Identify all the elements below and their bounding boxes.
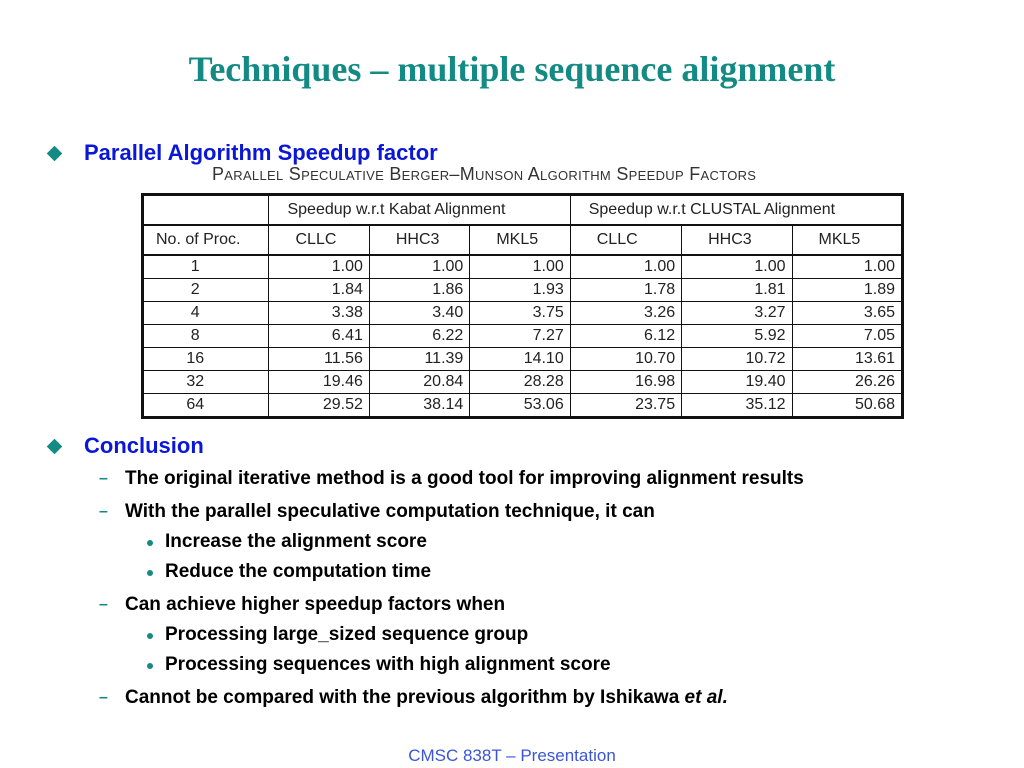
speedup-cell: 20.84 bbox=[369, 371, 469, 394]
table-row bbox=[143, 302, 903, 325]
speedup-cell: 50.68 bbox=[792, 394, 902, 418]
speedup-cell: 6.41 bbox=[269, 325, 369, 348]
proc-count-cell: 16 bbox=[143, 348, 269, 371]
speedup-table bbox=[141, 193, 904, 419]
conclusion-subpoint-text: Processing sequences with high alignment score bbox=[165, 654, 611, 675]
speedup-cell: 1.84 bbox=[269, 279, 369, 302]
table-row bbox=[143, 348, 903, 371]
speedup-cell: 3.38 bbox=[269, 302, 369, 325]
speedup-cell: 23.75 bbox=[570, 394, 681, 418]
conclusion-point bbox=[99, 468, 804, 490]
conclusion-subpoint-text: Increase the alignment score bbox=[165, 531, 427, 552]
proc-count-cell: 2 bbox=[143, 279, 269, 302]
speedup-cell: 1.00 bbox=[682, 255, 792, 279]
group-header-clustal: Speedup w.r.t CLUSTAL Alignment bbox=[570, 195, 902, 226]
column-header: MKL5 bbox=[470, 225, 570, 255]
speedup-cell: 3.65 bbox=[792, 302, 902, 325]
speedup-cell: 16.98 bbox=[570, 371, 681, 394]
speedup-cell: 3.75 bbox=[470, 302, 570, 325]
speedup-cell: 1.89 bbox=[792, 279, 902, 302]
column-header: CLLC bbox=[570, 225, 681, 255]
table-row bbox=[143, 325, 903, 348]
speedup-cell: 1.00 bbox=[792, 255, 902, 279]
dot-bullet-icon bbox=[147, 540, 153, 546]
speedup-cell: 1.81 bbox=[682, 279, 792, 302]
column-header-proc: No. of Proc. bbox=[143, 225, 269, 255]
conclusion-point bbox=[99, 501, 655, 523]
speedup-cell: 1.93 bbox=[470, 279, 570, 302]
speedup-cell: 38.14 bbox=[369, 394, 469, 418]
conclusion-point bbox=[99, 594, 505, 616]
conclusion-subpoint bbox=[147, 654, 611, 676]
dot-bullet-icon bbox=[147, 633, 153, 639]
slide-footer: CMSC 838T – Presentation bbox=[408, 746, 616, 765]
speedup-cell: 26.26 bbox=[792, 371, 902, 394]
speedup-cell: 1.00 bbox=[369, 255, 469, 279]
proc-count-cell: 64 bbox=[143, 394, 269, 418]
speedup-cell: 3.40 bbox=[369, 302, 469, 325]
conclusion-point4-main: Cannot be compared with the previous algorithm by Ishikawa bbox=[125, 687, 685, 708]
speedup-cell: 1.00 bbox=[269, 255, 369, 279]
column-header: HHC3 bbox=[369, 225, 469, 255]
group-header-kabat: Speedup w.r.t Kabat Alignment bbox=[269, 195, 570, 226]
dash-bullet-icon: – bbox=[99, 503, 108, 520]
speedup-cell: 19.46 bbox=[269, 371, 369, 394]
table-row bbox=[143, 394, 903, 418]
speedup-cell: 6.22 bbox=[369, 325, 469, 348]
speedup-cell: 19.40 bbox=[682, 371, 792, 394]
speedup-cell: 29.52 bbox=[269, 394, 369, 418]
table-caption: Parallel Speculative Berger–Munson Algorithm Speedup Factors bbox=[212, 164, 757, 184]
speedup-cell: 53.06 bbox=[470, 394, 570, 418]
speedup-cell: 1.78 bbox=[570, 279, 681, 302]
conclusion-point-text: With the parallel speculative computation technique, it can bbox=[125, 501, 655, 522]
speedup-cell: 35.12 bbox=[682, 394, 792, 418]
table-column-header-row bbox=[143, 225, 903, 255]
diamond-bullet-icon bbox=[47, 145, 63, 161]
table-corner-cell bbox=[143, 195, 269, 226]
proc-count-cell: 1 bbox=[143, 255, 269, 279]
conclusion-point-text bbox=[125, 687, 728, 709]
bullet-parallel bbox=[49, 140, 438, 166]
speedup-cell: 1.00 bbox=[570, 255, 681, 279]
diamond-bullet-icon bbox=[47, 438, 63, 454]
speedup-cell: 14.10 bbox=[470, 348, 570, 371]
column-header: HHC3 bbox=[682, 225, 792, 255]
speedup-cell: 7.05 bbox=[792, 325, 902, 348]
bullet-conclusion bbox=[49, 433, 204, 459]
conclusion-point-text: Can achieve higher speedup factors when bbox=[125, 594, 506, 615]
table-body bbox=[143, 255, 903, 418]
speedup-cell: 28.28 bbox=[470, 371, 570, 394]
conclusion-subpoint-text: Reduce the computation time bbox=[165, 561, 432, 582]
dash-bullet-icon: – bbox=[99, 689, 108, 706]
speedup-cell: 5.92 bbox=[682, 325, 792, 348]
dash-bullet-icon: – bbox=[99, 596, 108, 613]
table-row bbox=[143, 371, 903, 394]
speedup-cell: 6.12 bbox=[570, 325, 681, 348]
speedup-cell: 11.39 bbox=[369, 348, 469, 371]
speedup-cell: 1.00 bbox=[470, 255, 570, 279]
conclusion-point4-italic: et al. bbox=[684, 687, 728, 708]
speedup-cell: 1.86 bbox=[369, 279, 469, 302]
proc-count-cell: 8 bbox=[143, 325, 269, 348]
table-row bbox=[143, 255, 903, 279]
bullet-conclusion-text: Conclusion bbox=[84, 433, 204, 458]
dot-bullet-icon bbox=[147, 570, 153, 576]
dot-bullet-icon bbox=[147, 663, 153, 669]
table-group-header-row bbox=[143, 195, 903, 226]
conclusion-subpoint bbox=[147, 624, 528, 646]
conclusion-subpoint-text: Processing large_sized sequence group bbox=[165, 624, 529, 645]
speedup-cell: 13.61 bbox=[792, 348, 902, 371]
column-header: CLLC bbox=[269, 225, 369, 255]
conclusion-point-text: The original iterative method is a good tool for improving alignment results bbox=[125, 468, 804, 489]
conclusion-subpoint bbox=[147, 531, 427, 553]
table-row bbox=[143, 279, 903, 302]
proc-count-cell: 32 bbox=[143, 371, 269, 394]
conclusion-subpoint bbox=[147, 561, 431, 583]
bullet-parallel-text: Parallel Algorithm Speedup factor bbox=[84, 140, 438, 165]
proc-count-cell: 4 bbox=[143, 302, 269, 325]
speedup-cell: 11.56 bbox=[269, 348, 369, 371]
speedup-cell: 3.27 bbox=[682, 302, 792, 325]
speedup-cell: 3.26 bbox=[570, 302, 681, 325]
column-header: MKL5 bbox=[792, 225, 902, 255]
dash-bullet-icon: – bbox=[99, 470, 108, 487]
speedup-cell: 10.70 bbox=[570, 348, 681, 371]
conclusion-point bbox=[99, 687, 728, 709]
slide-title: Techniques – multiple sequence alignment bbox=[188, 49, 836, 89]
speedup-cell: 7.27 bbox=[470, 325, 570, 348]
speedup-cell: 10.72 bbox=[682, 348, 792, 371]
